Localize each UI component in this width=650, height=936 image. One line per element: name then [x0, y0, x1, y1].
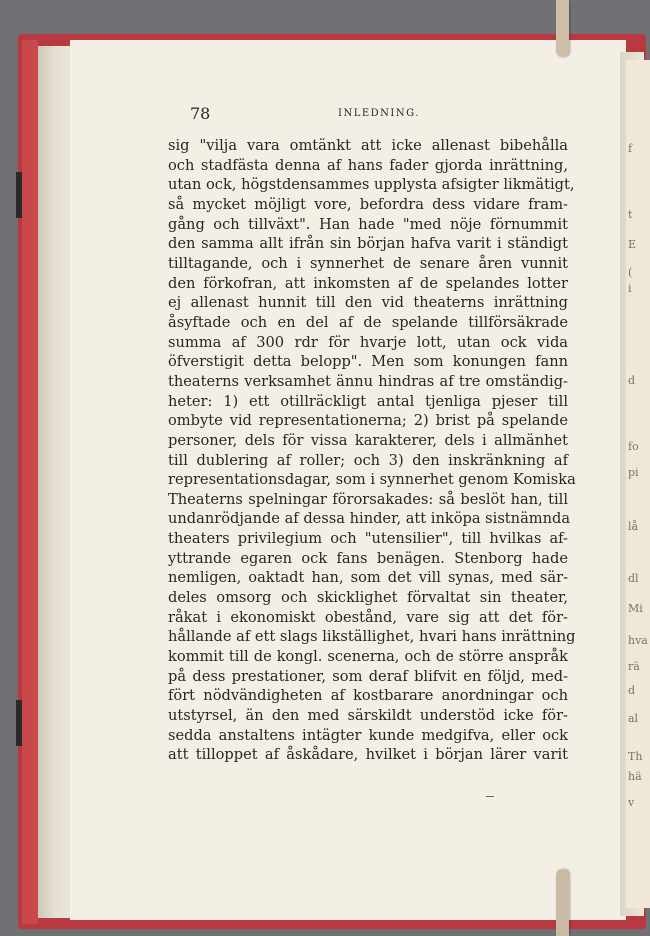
facing-page-fragment: v	[628, 796, 635, 809]
text-line: åsyftade och en del af de spelande tillförsäkrade	[168, 313, 568, 331]
bookmark-ribbon-top	[556, 0, 569, 56]
text-line: theaterns verksamhet ännu hindras af tre omständig-	[168, 372, 568, 390]
binding-clip-top	[16, 172, 22, 218]
text-line: hållande af ett slags likställighet, hvari hans inrättning	[168, 628, 576, 646]
facing-page-fragment: d	[628, 374, 636, 387]
facing-page-fragment: pi	[628, 466, 639, 479]
body-text	[168, 136, 576, 765]
text-line: deles omsorg och skicklighet förvaltat sin theater,	[168, 589, 568, 607]
text-line: utan ock, högstdensammes upplysta afsigter likmätigt,	[168, 176, 575, 194]
text-line: råkat i ekonomiskt obestånd, vare sig att det för-	[168, 608, 568, 626]
page-number: 78	[190, 104, 211, 123]
text-line: till dublering af roller; och 3) den inskränkning af	[168, 451, 568, 469]
text-line: den förkofran, att inkomsten af de spelandes lotter	[168, 274, 568, 292]
facing-page-fragment: Mi	[628, 602, 643, 615]
text-line: gång och tillväxt". Han hade "med nöje förnummit	[168, 215, 568, 233]
facing-page-fragment: hva	[628, 634, 648, 647]
text-line: tilltagande, och i synnerhet de senare åren vunnit	[168, 254, 568, 272]
facing-page-fragment: Th	[628, 750, 643, 763]
text-line: den samma allt ifrån sin början hafva varit i ständigt	[168, 235, 568, 253]
facing-page-fragment: i	[628, 282, 632, 295]
text-line: heter: 1) ett otillräckligt antal tjenliga pjeser till	[168, 392, 568, 410]
text-line: ej allenast hunnit till den vid theaterns inrättning	[168, 294, 568, 312]
text-line: sedda anstaltens intägter kunde medgifva, eller ock	[168, 726, 568, 744]
page-header	[190, 104, 570, 124]
text-line: utstyrsel, än den med särskildt understöd icke för-	[168, 707, 568, 725]
text-line: fört nödvändigheten af kostbarare anordningar och	[168, 687, 568, 705]
page-mark	[486, 796, 494, 797]
text-line: theaters privilegium och "utensilier", till hvilkas af-	[168, 530, 568, 548]
text-line: undanrödjande af dessa hinder, att inköpa sistnämnda	[168, 510, 571, 528]
text-line: nemligen, oaktadt han, som det vill synas, med sär-	[168, 569, 568, 587]
text-line: ombyte vid representationerna; 2) brist på spelande	[168, 412, 568, 430]
facing-page-fragment: fo	[628, 440, 639, 453]
text-line: och stadfästa denna af hans fader gjorda inrättning,	[168, 156, 568, 174]
text-line: personer, dels för vissa karakterer, dels i allmänhet	[168, 431, 568, 449]
text-line: summa af 300 rdr för hvarje lott, utan ock vida	[168, 333, 568, 351]
facing-page-fragment: (	[628, 266, 633, 279]
text-line: representationsdagar, som i synnerhet genom Komiska	[168, 471, 576, 489]
text-line: öfverstigit detta belopp". Men som konungen fann	[168, 353, 568, 371]
facing-page-fragment: E	[628, 238, 637, 251]
facing-page-fragment: hä	[628, 770, 642, 783]
facing-page-fragment: d	[628, 684, 636, 697]
facing-page-fragment: dl	[628, 572, 639, 585]
text-line: att tilloppet af åskådare, hvilket i början lärer varit	[168, 746, 568, 764]
text-line: Theaterns spelningar förorsakades: så beslöt han, till	[168, 490, 568, 508]
text-line: yttrande egaren ock fans benägen. Stenborg hade	[168, 549, 568, 567]
facing-page-fragment: t	[628, 208, 633, 221]
text-line: på dess prestationer, som deraf blifvit en följd, med-	[168, 667, 568, 685]
text-line: så mycket möjligt vore, befordra dess vidare fram-	[168, 195, 568, 213]
facing-page-fragment: lå	[628, 520, 639, 533]
binding-clip-bottom	[16, 700, 22, 746]
facing-page-fragment: f	[628, 142, 633, 155]
facing-page-fragment: al	[628, 712, 639, 725]
running-head: INLEDNING.	[338, 108, 420, 119]
bookmark-ribbon-bottom	[556, 870, 569, 936]
book-cover-edge	[22, 40, 38, 924]
text-line: kommit till de kongl. scenerna, och de större anspråk	[168, 648, 568, 666]
facing-page-fragment: rä	[628, 660, 640, 673]
text-line: sig "vilja vara omtänkt att icke allenast bibehålla	[168, 137, 568, 154]
facing-page-strip	[626, 60, 650, 908]
